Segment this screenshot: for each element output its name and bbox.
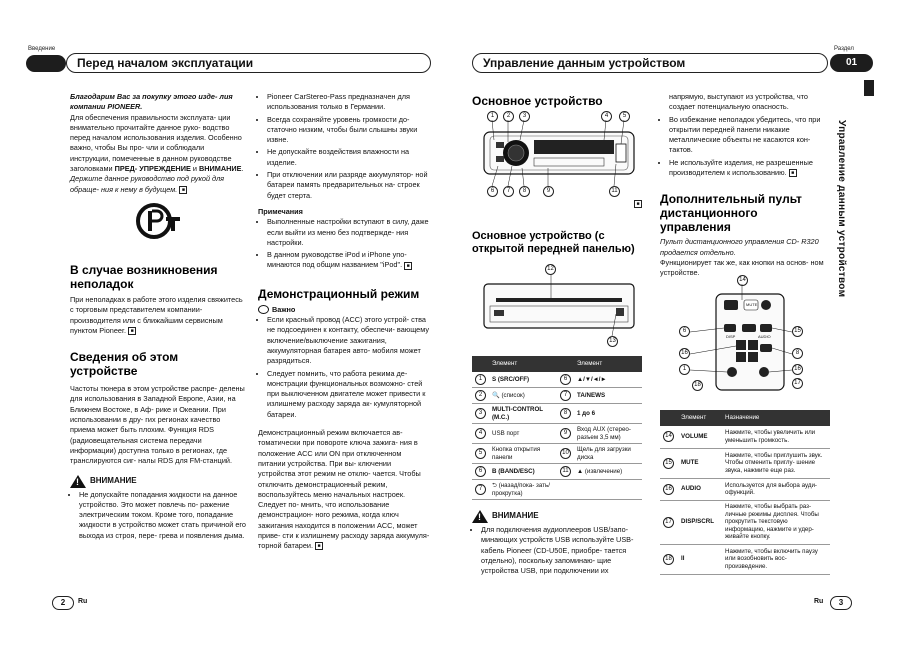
header-left-tab xyxy=(26,55,66,72)
table-row: 7 ⮌ (назад/пока- зать/прокрутка) xyxy=(472,480,642,500)
callout: 2 xyxy=(503,111,514,122)
intro-paragraph: Для обеспечения правильности эксплуата- ции внимательно прочитайте данное руко- водство перед началом использования изделия. Особенно важно, чтобы Вы про- чли и соблюдали инструкции, помеченные в данном руководстве заголовками ПРЕД- УПРЕЖДЕНИЕ и ВНИМАНИЕ. Держите данное руководство под рукой для обраще- ния к нему в будущем. ■ xyxy=(70,112,244,194)
header-left-title: Перед началом эксплуатации xyxy=(66,53,431,73)
table-row: 16 AUDIO Используется для выбора ауди- офункций. xyxy=(660,478,830,500)
important-icon xyxy=(258,305,269,314)
callout: 13 xyxy=(607,336,618,347)
header-right-title: Управление данным устройством xyxy=(472,53,828,73)
table-row: 2 🔍 (список) 7 TA/NEWS xyxy=(472,388,642,404)
heading-demo-mode: Демонстрационный режим xyxy=(258,286,420,301)
column-header: Элемент xyxy=(574,356,642,372)
column-4 xyxy=(660,92,830,279)
caution-list xyxy=(70,490,246,541)
caution-list xyxy=(472,525,644,576)
column-1 xyxy=(70,92,246,543)
warning-triangle-icon: ! xyxy=(472,510,488,523)
callout: 8 xyxy=(792,348,803,359)
remote-functions-table xyxy=(660,410,830,575)
callout: 16 xyxy=(679,348,690,359)
caution-block-2 xyxy=(472,510,644,578)
demo-paragraph: Демонстрационный режим включается ав- томатически при повороте ключа зажига- ния в положение ACC или ON при отключенном питании устройства. При вы- ключении устройства этот режим не отклю- чается. Чтобы отключить демонстрационный режим, воспользуйтесь меню начальных настроек. Следует по- мнить, что использование демонстрацион- ного режима, когда ключ зажигания находится в положении ACC, может приве- сти к излишнему расходу заряда аккумуля- торной батареи. ■ xyxy=(258,428,430,551)
remote-disp-label: DISP xyxy=(726,334,736,339)
callout: 12 xyxy=(545,264,556,275)
end-mark-icon: ■ xyxy=(634,200,642,208)
table-row: 6 B (BAND/ESC) 11 ▲ (извлечение) xyxy=(472,464,642,480)
table-row: 4 USB порт 9 Вход AUX (стерео- разъем 3,5 мм) xyxy=(472,424,642,444)
heading-about-unit: Сведения об этом устройстве xyxy=(70,350,179,379)
precaution-item: • При отключении или разряде аккумулятор- ной батареи память предварительных на- строек будет стерта. xyxy=(267,170,430,201)
callout: 3 xyxy=(519,111,530,122)
table-row: 14 VOLUME Нажмите, чтобы увеличить или уменьшить громкость. xyxy=(660,426,830,448)
callout: 1 xyxy=(487,111,498,122)
remote-sold-separately: Пульт дистанционного управления CD- R320 продается отдельно. xyxy=(660,237,819,257)
callout: 18 xyxy=(692,380,703,391)
table-row: 5 Кнопка открытия панели 10 Щель для загрузки диска xyxy=(472,444,642,464)
column-header: Элемент xyxy=(489,356,557,372)
table-header-row xyxy=(472,356,642,372)
section-number-badge: 01 xyxy=(830,54,873,72)
remote-paragraph: Функционирует так же, как кнопки на основ- ном устройстве. xyxy=(660,257,824,278)
end-mark-icon: ■ xyxy=(315,542,323,550)
end-mark-icon: ■ xyxy=(128,327,136,335)
demo-important-list xyxy=(258,315,430,420)
page-number-left: 2 xyxy=(52,596,74,610)
table-row: 15 MUTE Нажмите, чтобы приглушить звук. Чтобы отменить приглу- шение звука, нажмите еще раз. xyxy=(660,448,830,478)
demo-important-item: • Если красный провод (ACC) этого устрой- ства не подсоединен к контакту, обеспечи- вающему включение/выключение зажигания, аккумуляторная батарея авто- мобиля может разрядиться. xyxy=(267,315,430,366)
callout: 15 xyxy=(792,326,803,337)
main-unit-parts-table xyxy=(472,356,642,500)
remote-mute-label: MUTE xyxy=(746,302,758,307)
section-edge-tab xyxy=(864,80,874,96)
precaution-item: • Не допускайте воздействия влажности на изделие. xyxy=(267,147,430,168)
intro-thanks: Благодарим Вас за покупку этого изде- лия компании PIONEER. xyxy=(70,92,233,112)
pct-certification-logo xyxy=(132,201,184,241)
callout: 11 xyxy=(609,186,620,197)
table-row: 1 S (SRC/OFF) 6 ▲/▼/◄/► xyxy=(472,372,642,388)
warning-triangle-icon: ! xyxy=(70,475,86,488)
callout: 6 xyxy=(487,186,498,197)
column-header: Элемент xyxy=(678,410,722,426)
side-chapter-label: Управление данным устройством xyxy=(836,120,847,298)
end-mark-icon: ■ xyxy=(789,169,797,177)
callout: 14 xyxy=(737,275,748,286)
list-item: • Во избежание неполадок убедитесь, что при открытии передней панели никакие металлические объекты не касаются кон- тактов. xyxy=(669,115,830,156)
table-row: 17 DISP/SCRL Нажмите, чтобы выбрать раз- личные режимы дисплея. Чтобы прокрутить текстовую информацию, нажмите и удер- живайте кнопку. xyxy=(660,500,830,544)
remote-control-diagram xyxy=(676,274,806,396)
notes-heading: Примечания xyxy=(258,206,303,216)
about-unit-paragraph: Частоты тюнера в этом устройстве распре- делены для использования в Западной Европе, Азии, на Ближнем Востоке, в Аф- рике и Океании. При использовании в дру- гих регионах качество приема может быть плохим. Функция RDS (радиовещательная система передачи информации) доступна только в регионах, где транслируются сиг- налы RDS для FM-станций. xyxy=(70,384,245,466)
heading-open-panel: Основное устройство (с открытой передней панелью) xyxy=(472,230,635,255)
heading-remote: Дополнительный пульт дистанционного управления xyxy=(660,192,802,235)
remote-audio-label: AUDIO xyxy=(758,334,771,339)
column-2 xyxy=(258,92,430,552)
table-header-row xyxy=(660,410,830,426)
note-item: • В данном руководстве iPod и iPhone упо- минаются под общим названием "iPod". ■ xyxy=(267,250,430,271)
main-unit-diagram xyxy=(476,110,638,196)
column-header: Назначение xyxy=(722,410,830,426)
end-mark-icon: ■ xyxy=(179,186,187,194)
language-code-left: Ru xyxy=(78,598,88,605)
note-item: • Выполненные настройки вступают в силу, даже если выйти из меню без подтвержде- ния настройки. xyxy=(267,217,430,248)
callout: 1 xyxy=(679,364,690,375)
heading-main-unit: Основное устройство xyxy=(472,94,603,108)
search-icon: 🔍 xyxy=(492,391,500,399)
caution-item: • Не допускайте попадания жидкости на данное устройство. Это может повлечь по- ражение электрическим током. Кроме того, попадание жидкости в устройство может стать причиной его выхода из строя, пере- грева и появления дыма. xyxy=(79,490,246,541)
caution-heading: ! ВНИМАНИЕ xyxy=(472,510,644,523)
caution-heading: ! ВНИМАНИЕ xyxy=(70,475,246,488)
callout: 17 xyxy=(792,378,803,389)
callout: 6 xyxy=(679,326,690,337)
callout: 9 xyxy=(543,186,554,197)
troubleshooting-paragraph: При неполадках в работе этого изделия свяжитесь с торговым представителем компании-производителя или с ближайшим сервисным пунктом Pioneer. ■ xyxy=(70,294,243,335)
page-number-right: 3 xyxy=(830,596,852,610)
continued-text: напрямую, выступают из устройства, что создает потенциальную опасность. xyxy=(669,92,808,112)
callout: 7 xyxy=(503,186,514,197)
precaution-item: • Всегда сохраняйте уровень громкости до- статочно низким, чтобы были слышны звуки извне. xyxy=(267,115,430,146)
callout: 5 xyxy=(619,111,630,122)
language-code-right: Ru xyxy=(814,598,824,605)
heading-troubleshooting: В случае возникновения неполадок xyxy=(70,262,218,291)
table-row: 18 II Нажмите, чтобы включить паузу или возобновить вос- произведение. xyxy=(660,544,830,574)
demo-important-item: • Следует помнить, что работа режима де- монстрации функциональных возможно- стей при выключенном двигателе может привести к излишнему расходу заряда ак- кумуляторной батареи. xyxy=(267,369,430,420)
table-row: 3 MULTI-CONTROL (M.C.) 8 1 до 6 xyxy=(472,404,642,424)
list-item: • Не используйте изделия, не разрешенные производителем к использованию. ■ xyxy=(669,158,830,179)
important-heading: Важно xyxy=(258,305,430,315)
precaution-item: • Pioneer CarStereo-Pass предназначен для использования только в Германии. xyxy=(267,92,430,113)
open-panel-diagram xyxy=(476,264,638,348)
header-section-label: Введение xyxy=(28,46,56,52)
end-mark-icon: ■ xyxy=(404,262,412,270)
callout: 4 xyxy=(601,111,612,122)
continued-list xyxy=(660,115,830,179)
caution-item: • Для подключения аудиоплееров USB/запо- минающих устройств USB используйте USB-кабель Pioneer (CD-U50E, приобре- тается отдельно), поскольку запоминаю- щие устройства USB, при подключении их xyxy=(481,525,644,576)
callout: 16 xyxy=(792,364,803,375)
notes-list xyxy=(258,217,430,270)
callout: 8 xyxy=(519,186,530,197)
header-chapter-label: Раздел xyxy=(834,46,854,52)
back-arrow-icon: ⮌ xyxy=(492,482,497,489)
precautions-list xyxy=(258,92,430,201)
